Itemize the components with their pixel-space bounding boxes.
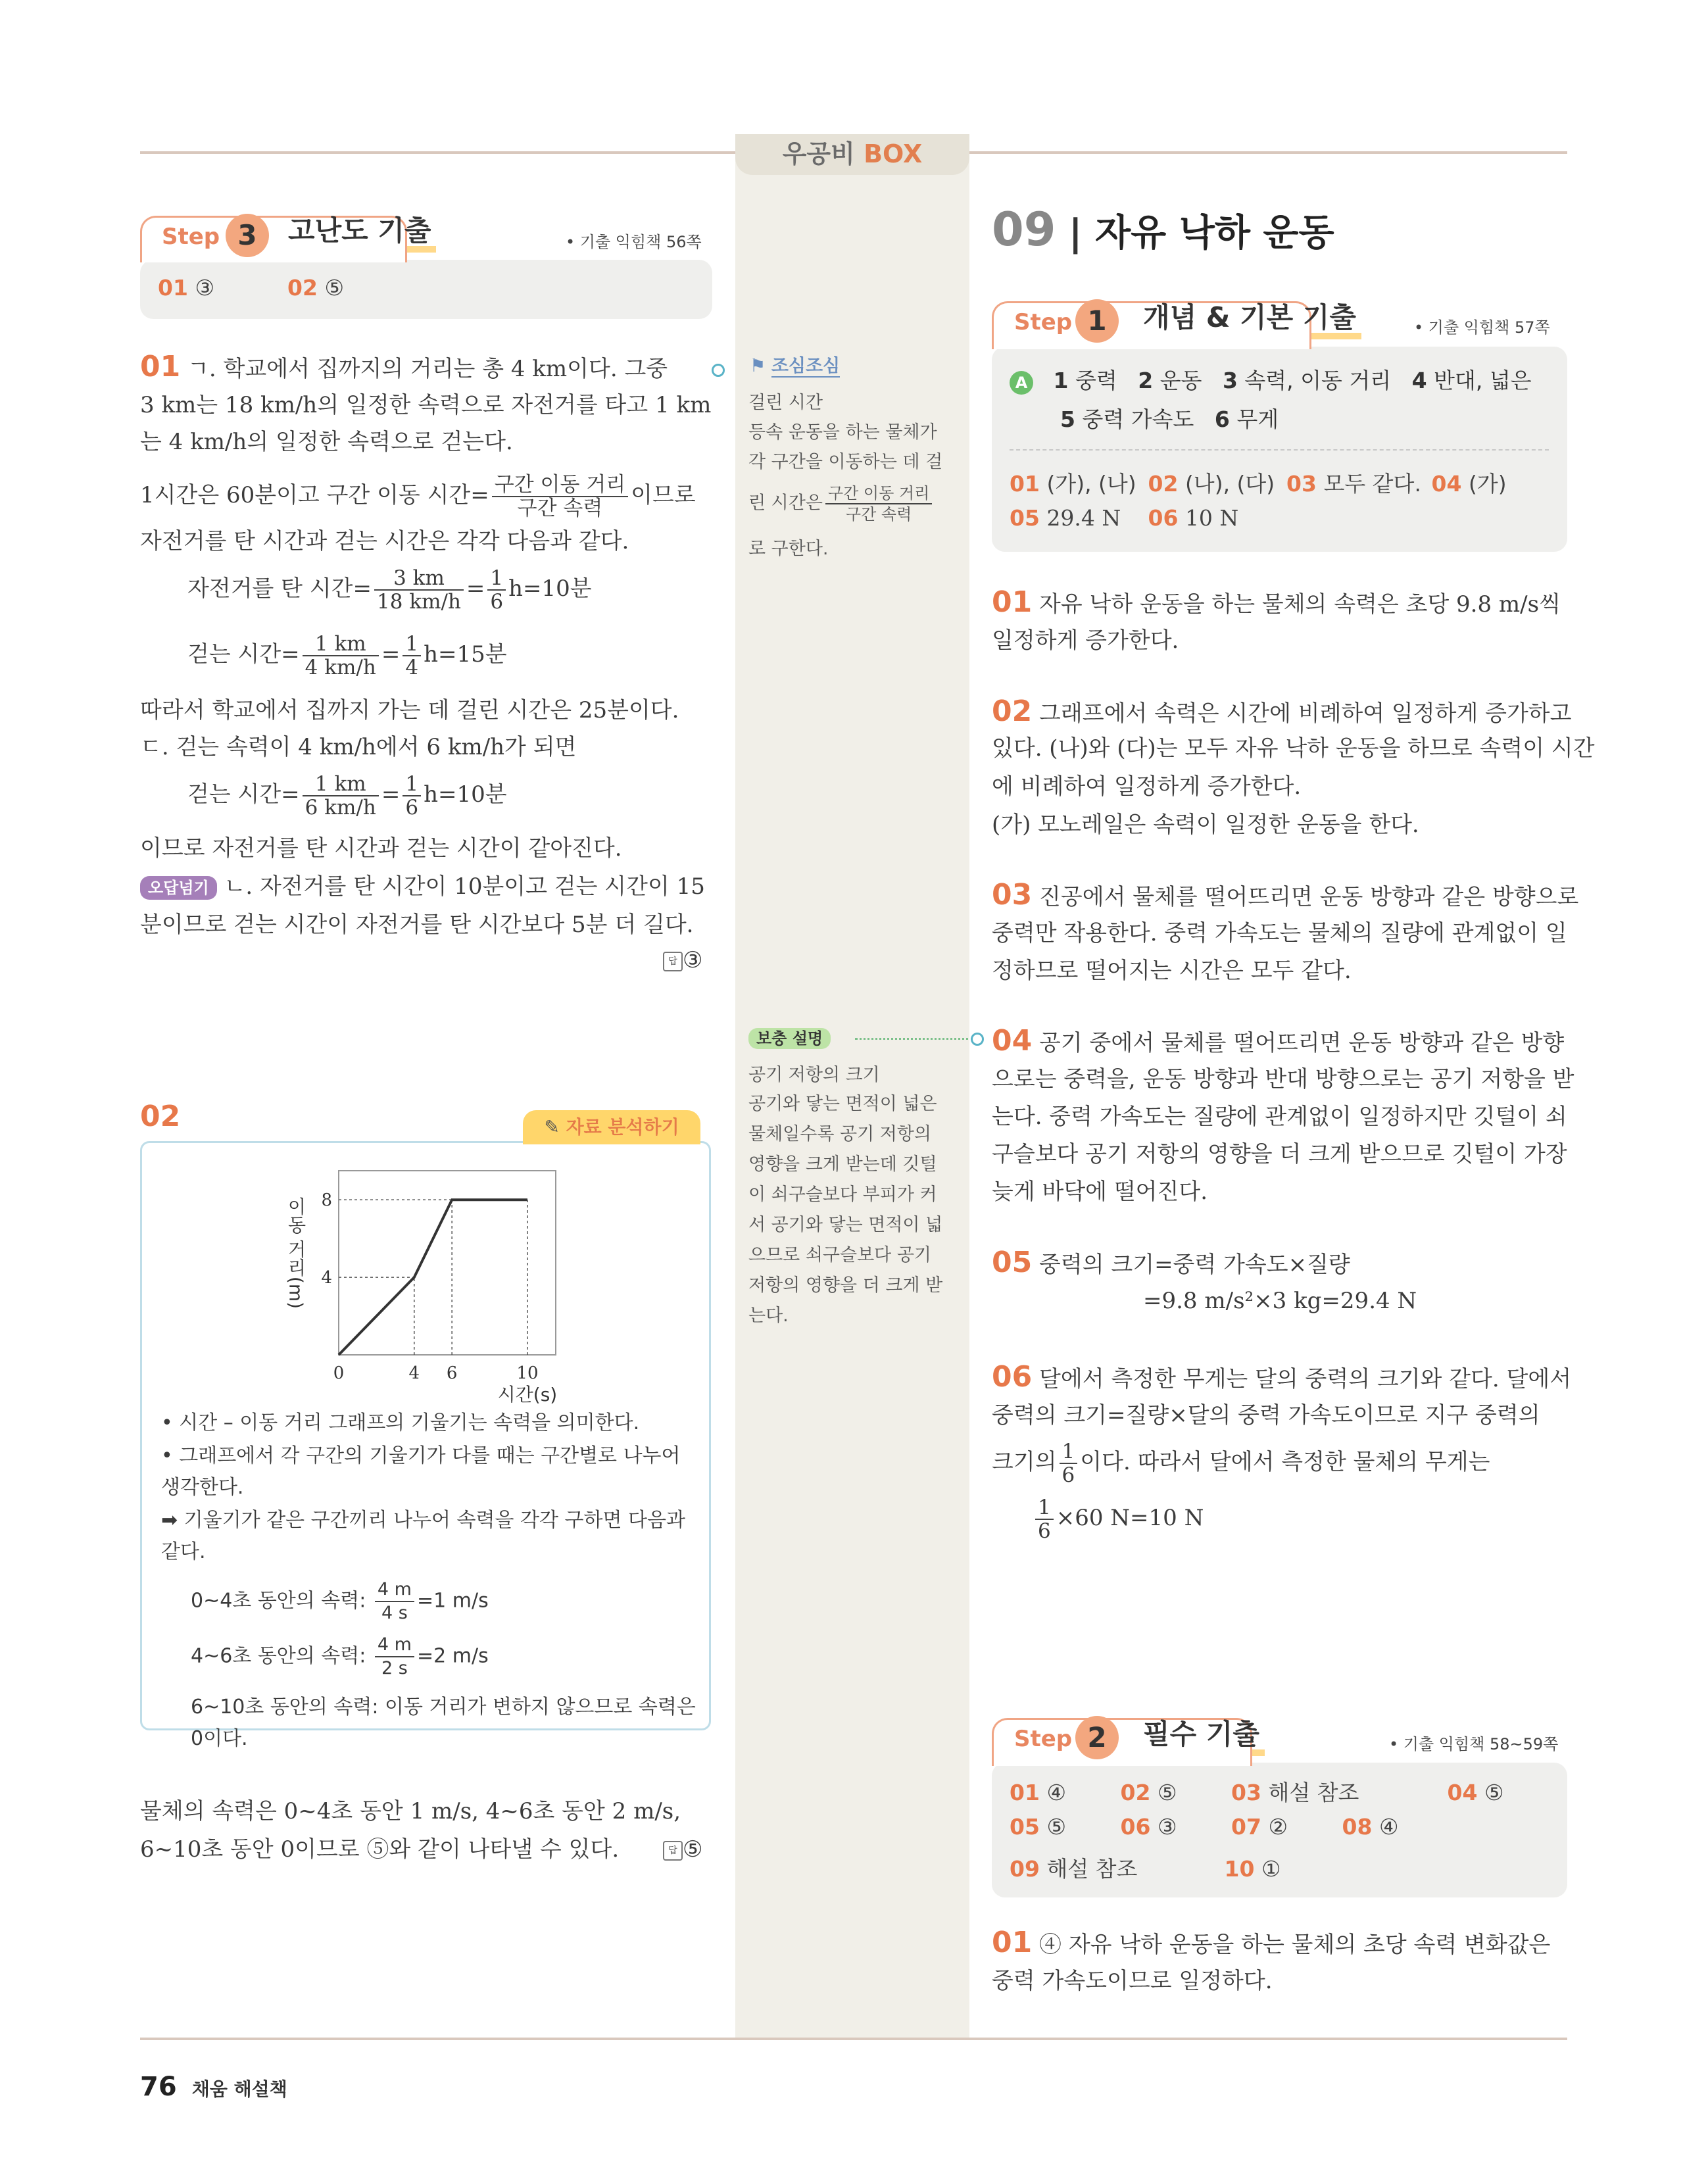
- note2-line2: 물체일수록 공기 저항의: [748, 1124, 931, 1144]
- y-axis-label: 이동 거리(m): [285, 1197, 307, 1309]
- x-tick-label: 0: [333, 1363, 345, 1383]
- r05-line1: 05 중력의 크기=중력 가속도×질량: [992, 1246, 1350, 1279]
- concept-circle-icon: A: [1010, 371, 1033, 395]
- note1-connector: [712, 364, 725, 377]
- q01-line2: 3 km는 18 km/h의 일정한 속력으로 자전거를 타고 1 km: [140, 392, 712, 418]
- answer-mark-icon: 답: [663, 1841, 683, 1861]
- note1-tag: ⚑ 조심조심: [750, 356, 841, 376]
- r02-line3: 에 비례하여 일정하게 증가한다.: [992, 773, 1302, 800]
- r02-line2: 있다. (나)와 (다)는 모두 자유 낙하 운동을 하므로 속력이 시간: [992, 735, 1595, 762]
- step2-label: Step: [1014, 1726, 1073, 1752]
- bullet-3: 생각한다.: [161, 1476, 244, 1499]
- q01-line4: 1시간은 60분이고 구간 이동 시간= $\frac{\text{구간 이동 거리}}{\text{구간 속력}}$ 이므로: [140, 473, 696, 520]
- note2-line5: 서 공기와 닿는 면적이 넓: [748, 1215, 943, 1235]
- answer-mark-icon: 답: [663, 952, 683, 971]
- step3-label: Step: [162, 224, 220, 250]
- step1-label: Step: [1014, 309, 1073, 335]
- r01-line2: 일정하게 증가한다.: [992, 627, 1179, 654]
- note2-line3: 영향을 크게 받는데 깃털: [748, 1154, 937, 1175]
- note2-tag: 보충 설명: [748, 1023, 831, 1054]
- chapter-heading: [992, 203, 1334, 257]
- chapter-title: 자유 낙하 운동: [1095, 212, 1334, 255]
- x-tick-label: 6: [446, 1363, 458, 1383]
- bullet-4: ➡ 기울기가 같은 구간끼리 나누어 속력을 각각 구하면 다음과: [161, 1509, 685, 1532]
- r03-line2: 중력만 작용한다. 중력 가속도는 물체의 질량에 관계없이 일: [992, 920, 1567, 946]
- q02-conclusion1: 물체의 속력은 0~4초 동안 1 m/s, 4~6초 동안 2 m/s,: [140, 1798, 681, 1824]
- speed-6-10: 6~10초 동안의 속력: 이동 거리가 변하지 않으므로 속력은: [191, 1696, 696, 1719]
- q01-line1: 01 ㄱ. 학교에서 집까지의 거리는 총 4 km이다. 그중: [140, 350, 668, 383]
- note1-title: 걸린 시간: [748, 393, 823, 413]
- q01-line3: 는 4 km/h의 일정한 속력으로 걷는다.: [140, 429, 513, 455]
- step2-title: 필수 기출: [1143, 1713, 1259, 1752]
- step1-row1: A 1 중력 2 운동 3 속력, 이동 거리 4 반대, 넓은: [1010, 364, 1532, 395]
- bottom-rule: [140, 2038, 1567, 2040]
- step2-row2: 05 ⑤ 06 ③ 07 ② 08 ④: [1010, 1814, 1399, 1840]
- r06-line4: $\frac{1}{6}$ ×60 N=10 N: [1033, 1496, 1204, 1542]
- step1-row3: 01 (가), (나) 02 (나), (다) 03 모두 같다. 04 (가): [1010, 471, 1507, 497]
- analysis-tag: ✎ 자료 분석하기: [523, 1110, 700, 1144]
- note2-line7: 저항의 영향을 더 크게 받: [748, 1275, 943, 1296]
- r04-line3: 는다. 중력 가속도는 질량에 관계없이 일정하지만 깃털이 쇠: [992, 1104, 1567, 1130]
- speed-4-6: 4~6초 동안의 속력: $\frac{4 m}{2 s}$ =2 m/s: [191, 1634, 489, 1678]
- x-tick-label: 10: [516, 1363, 539, 1383]
- s01-line1: 01 ④ 자유 낙하 운동을 하는 물체의 초당 속력 변화값은: [992, 1926, 1551, 1959]
- step2-row3: 09 해설 참조 10 ①: [1010, 1856, 1281, 1882]
- bullet-1: • 시간 – 이동 거리 그래프의 기울기는 속력을 의미한다.: [161, 1411, 640, 1434]
- note1-line4: 로 구한다.: [748, 539, 829, 559]
- step1-row2: 5 중력 가속도 6 무게: [1060, 406, 1279, 432]
- q01-line5: 자전거를 탄 시간과 걷는 시간은 각각 다음과 같다.: [140, 528, 629, 554]
- step1-row4: 05 29.4 N 06 10 N: [1010, 505, 1239, 531]
- note2-line4: 이 쇠구슬보다 부피가 커: [748, 1185, 937, 1205]
- y-tick-label: 4: [321, 1268, 332, 1288]
- step1-ref: • 기출 익힘책 57쪽: [1414, 318, 1550, 337]
- note2-line1: 공기와 닿는 면적이 넓은: [748, 1094, 937, 1114]
- speed-6-10-cont: 0이다.: [191, 1727, 248, 1750]
- note2-connector: [971, 1033, 984, 1046]
- q01-line8: 이므로 자전거를 탄 시간과 걷는 시간이 같아진다.: [140, 835, 622, 862]
- r04-line2: 으로는 중력을, 운동 방향과 반대 방향으로는 공기 저항을 받: [992, 1066, 1574, 1092]
- step2-number: 2: [1075, 1716, 1119, 1759]
- step1-title: 개념 & 기본 기출: [1143, 296, 1356, 335]
- step3-answers: 01 ③ 02 ⑤: [158, 275, 345, 301]
- x-axis-label: 시간(s): [497, 1384, 558, 1405]
- r04-line1: 04 공기 중에서 물체를 떨어뜨리면 운동 방향과 같은 방향: [992, 1024, 1565, 1058]
- step3-ref: • 기출 익힘책 56쪽: [566, 233, 702, 251]
- box-label: BOX: [864, 139, 923, 168]
- step1-number: 1: [1075, 299, 1119, 343]
- bullet-2: • 그래프에서 각 구간의 기울기가 다를 때는 구간별로 나누어: [161, 1444, 681, 1467]
- box-tab: [735, 134, 969, 175]
- step2-ref: • 기출 익힘책 58~59쪽: [1389, 1735, 1559, 1753]
- q01-answer: 답 ③: [663, 942, 702, 979]
- r02-line1: 02 그래프에서 속력은 시간에 비례하여 일정하게 증가하고: [992, 695, 1572, 728]
- step2-row1: 01 ④ 02 ⑤ 03 해설 참조 04 ⑤: [1010, 1780, 1504, 1805]
- r05-line2: =9.8 m/s²×3 kg=29.4 N: [1143, 1288, 1417, 1314]
- book-title: 채움 해설책: [191, 2078, 287, 2100]
- note1-line3: 린 시간은 $\frac{\text{구간 이동 거리}}{\text{구간 속력}}$: [748, 483, 935, 524]
- r06-line1: 06 달에서 측정한 무게는 달의 중력의 크기와 같다. 달에서: [992, 1360, 1572, 1394]
- q02-answer: 답 ⑤: [663, 1831, 702, 1868]
- x-tick-label: 4: [408, 1363, 420, 1383]
- q01-eq-walk: 걷는 시간= $\frac{1 km}{4 km/h}$ = $\frac{1}{4}$ h=15분: [187, 632, 507, 679]
- footer: [140, 2072, 287, 2102]
- s01-line2: 중력 가속도이므로 일정하다.: [992, 1968, 1273, 1994]
- r06-line3: 크기의 $\frac{1}{6}$ 이다. 따라서 달에서 측정한 물체의 무게는: [992, 1440, 1490, 1487]
- r01-line1: 01 자유 낙하 운동을 하는 물체의 속력은 초당 9.8 m/s씩: [992, 585, 1561, 619]
- r03-line3: 정하므로 떨어지는 시간은 모두 같다.: [992, 958, 1352, 984]
- pencil-icon: ✎: [544, 1116, 560, 1138]
- q01-line7: ㄷ. 걷는 속력이 4 km/h에서 6 km/h가 되면: [140, 734, 577, 760]
- speed-0-4: 0~4초 동안의 속력: $\frac{4 m}{4 s}$ =1 m/s: [191, 1579, 489, 1623]
- q02-conclusion2: 6~10초 동안 0이므로 ⑤와 같이 나타낼 수 있다.: [140, 1836, 620, 1863]
- q01-line6: 따라서 학교에서 집까지 가는 데 걸린 시간은 25분이다.: [140, 697, 679, 723]
- q01-line9: 오답넘기 ㄴ. 자전거를 탄 시간이 10분이고 걷는 시간이 15: [140, 868, 705, 905]
- note1-line1: 등속 운동을 하는 물체가: [748, 422, 937, 443]
- note2-line6: 으므로 쇠구슬보다 공기: [748, 1245, 931, 1265]
- q02-number: 02: [140, 1100, 181, 1133]
- note2-title: 공기 저항의 크기: [748, 1065, 880, 1085]
- wrong-answer-tag: 오답넘기: [140, 876, 217, 900]
- r04-line4: 구슬보다 공기 저항의 영향을 더 크게 받으므로 깃털이 가장: [992, 1141, 1567, 1167]
- r04-line5: 늦게 바닥에 떨어진다.: [992, 1179, 1208, 1205]
- step3-number: 3: [226, 214, 269, 257]
- flag-icon: ⚑: [750, 356, 766, 376]
- box-prefix: 우공비: [782, 139, 855, 168]
- chapter-number: 09: [992, 203, 1056, 257]
- r06-line2: 중력의 크기=질량×달의 중력 가속도이므로 지구 중력의: [992, 1402, 1540, 1429]
- q01-line10: 분이므로 걷는 시간이 자전거를 탄 시간보다 5분 더 길다.: [140, 912, 694, 938]
- step3-title: 고난도 기출: [288, 209, 431, 249]
- r02-line4: (가) 모노레일은 속력이 일정한 운동을 한다.: [992, 812, 1419, 838]
- q01-eq-walk2: 걷는 시간= $\frac{1 km}{6 km/h}$ = $\frac{1}{6}$ h=10분: [187, 772, 507, 819]
- note1-line2: 각 구간을 이동하는 데 걸: [748, 452, 943, 472]
- page-number: 76: [140, 2072, 177, 2102]
- step1-divider: [1010, 449, 1549, 451]
- distance-time-chart: [276, 1158, 605, 1407]
- note2-dotted-connector: [855, 1038, 973, 1040]
- plot-frame: [339, 1171, 556, 1355]
- q01-eq-bike: 자전거를 탄 시간= $\frac{3 km}{18 km/h}$ = $\frac{1}{6}$ h=10분: [187, 566, 592, 614]
- chapter-sep: |: [1069, 212, 1083, 255]
- r03-line1: 03 진공에서 물체를 떨어뜨리면 운동 방향과 같은 방향으로: [992, 878, 1579, 912]
- bullet-5: 같다.: [161, 1540, 206, 1563]
- y-tick-label: 8: [321, 1190, 332, 1211]
- note2-line8: 는다.: [748, 1306, 789, 1326]
